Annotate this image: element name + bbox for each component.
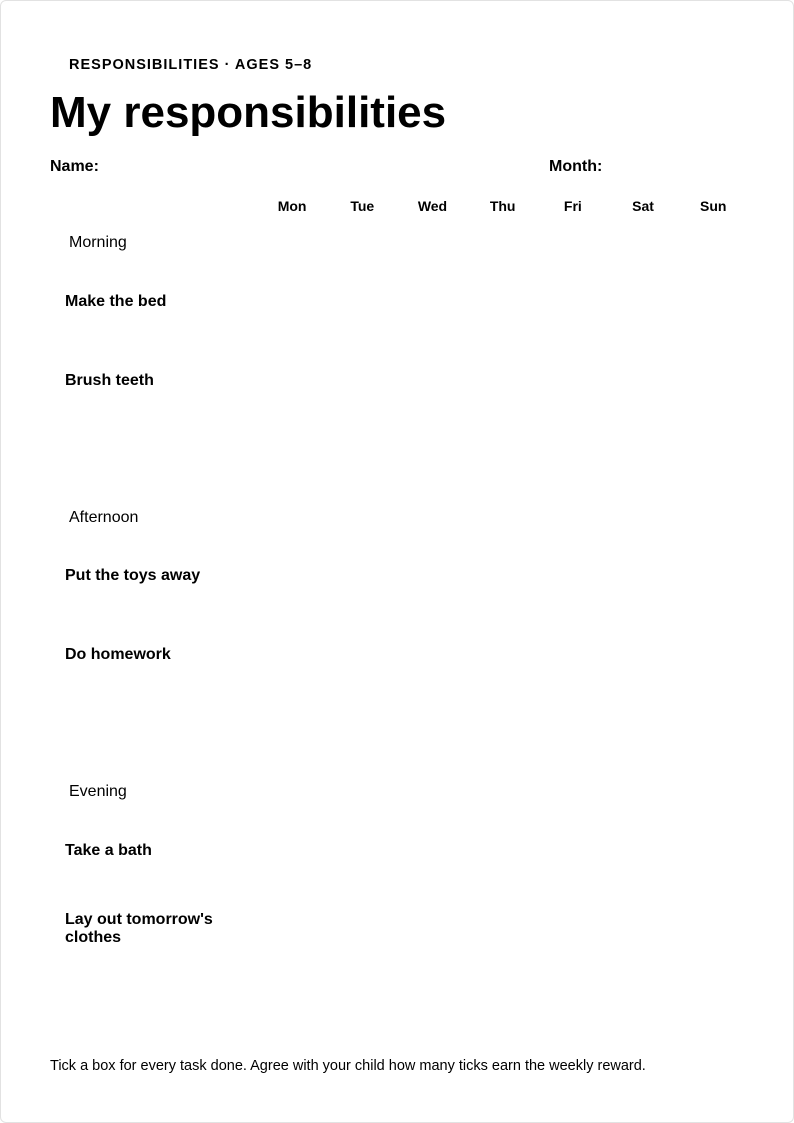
task-take-a-bath: Take a bath xyxy=(65,842,152,859)
task-lay-out-clothes: Lay out tomorrow's clothes xyxy=(65,911,213,946)
day-header-sun: Sun xyxy=(699,198,727,214)
worksheet-eyebrow: RESPONSIBILITIES · AGES 5–8 xyxy=(69,57,313,73)
section-label-afternoon: Afternoon xyxy=(69,509,139,526)
day-header-fri: Fri xyxy=(563,198,582,214)
task-put-toys-away: Put the toys away xyxy=(65,567,201,584)
day-header-tue: Tue xyxy=(350,198,375,214)
month-field-label: Month: xyxy=(549,158,603,175)
day-header-sat: Sat xyxy=(632,198,654,214)
task-do-homework: Do homework xyxy=(65,646,171,663)
task-make-the-bed: Make the bed xyxy=(65,293,167,310)
day-header-wed: Wed xyxy=(417,198,448,214)
footer-note: Tick a box for every task done. Agree with your child how many ticks earn the weekly reward. xyxy=(50,1058,646,1074)
day-header-mon: Mon xyxy=(277,198,307,214)
section-label-evening: Evening xyxy=(69,783,127,800)
name-field-label: Name: xyxy=(50,158,99,175)
day-header-row xyxy=(257,198,748,214)
day-header-thu: Thu xyxy=(489,198,516,214)
section-label-morning: Morning xyxy=(69,234,127,251)
page-title: My responsibilities xyxy=(50,88,447,137)
task-brush-teeth: Brush teeth xyxy=(65,372,154,389)
